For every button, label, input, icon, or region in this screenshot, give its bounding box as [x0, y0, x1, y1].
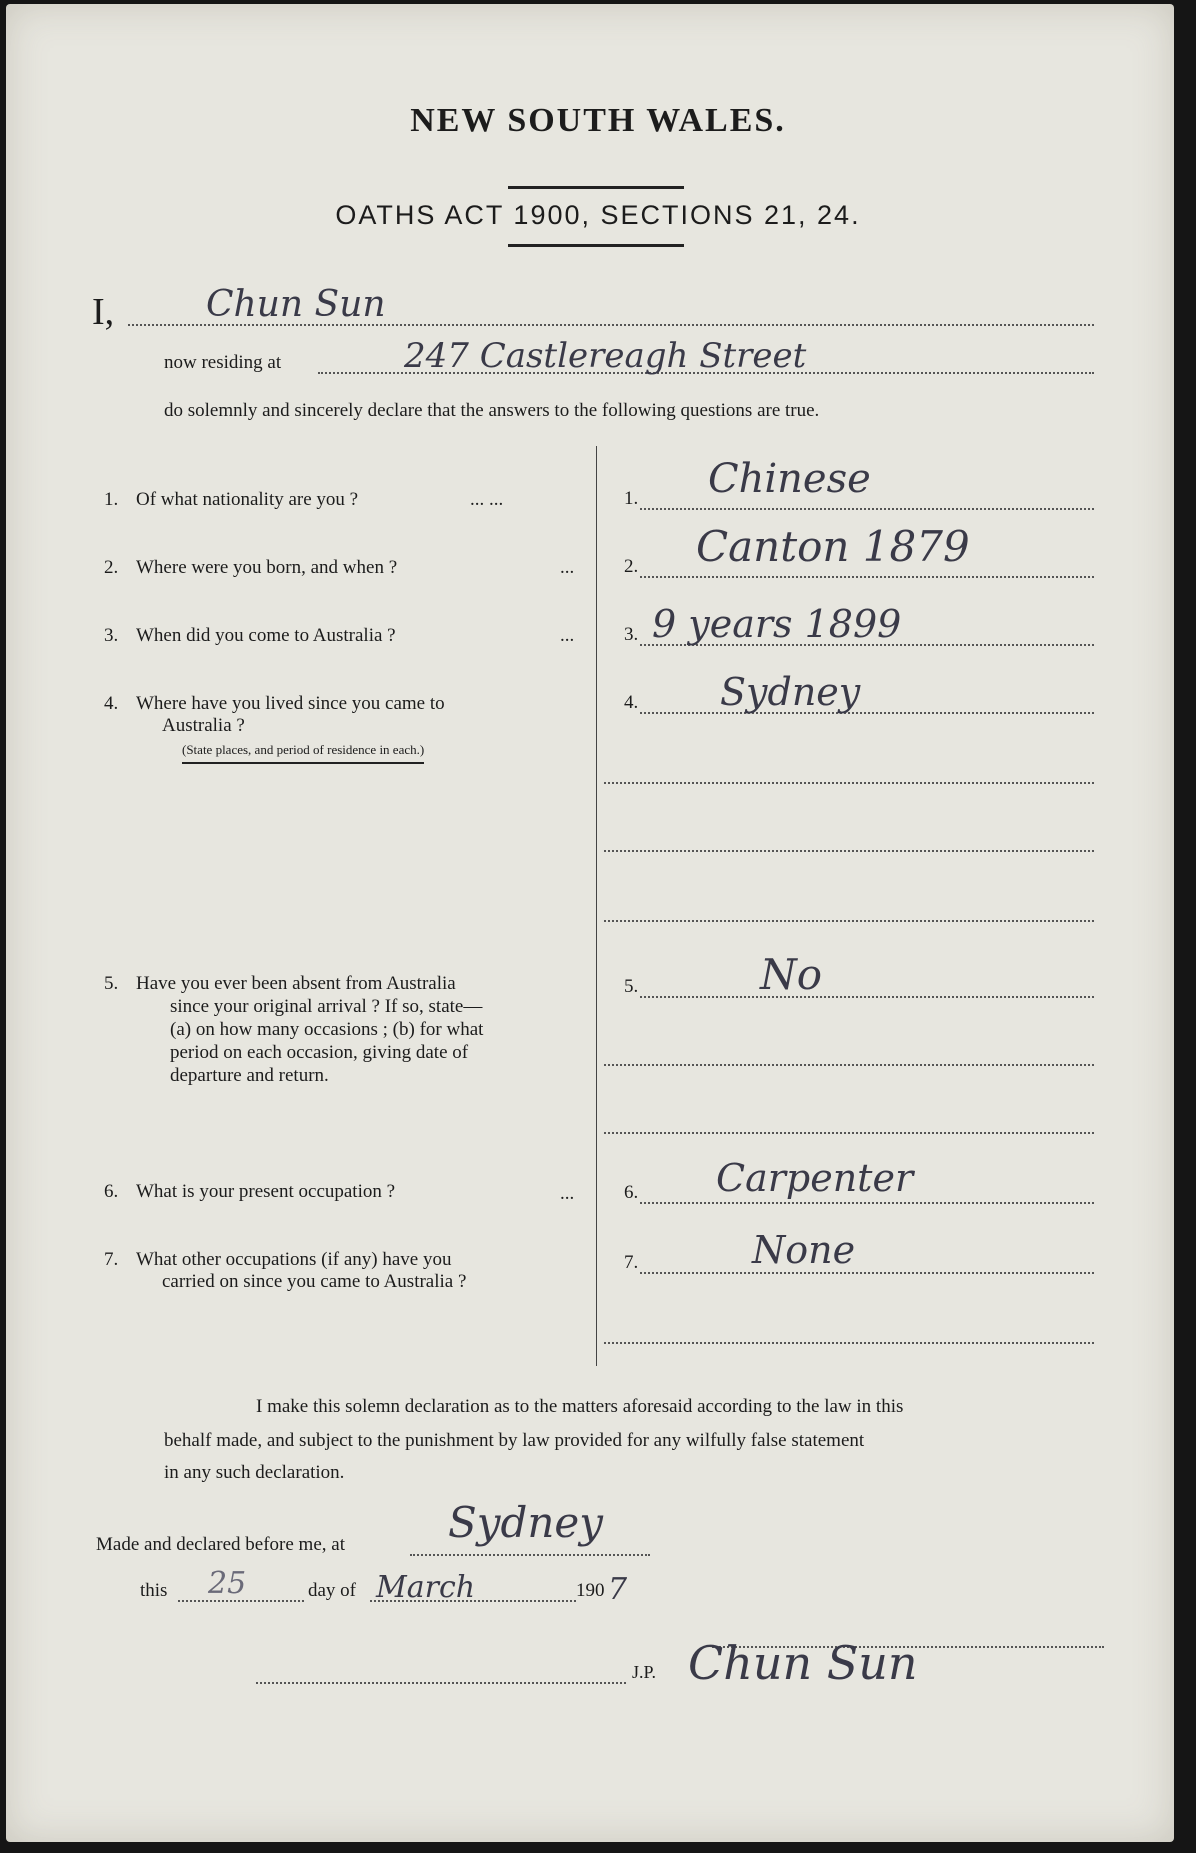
place-line — [410, 1554, 650, 1556]
answer-3-value: 9 years 1899 — [652, 602, 902, 646]
answer-7-value: None — [752, 1228, 856, 1272]
answer-4-extra-line-2 — [604, 850, 1094, 852]
answer-4-value: Sydney — [720, 670, 861, 714]
answer-6-line — [640, 1202, 1094, 1204]
answer-5-number: 5. — [624, 976, 639, 997]
form-subtitle: OATHS ACT 1900, SECTIONS 21, 24. — [335, 200, 861, 230]
declaration-intro: do solemnly and sincerely declare that the answers to the following questions are true. — [164, 400, 820, 421]
question-2-leader: ... — [560, 557, 575, 578]
answer-5-extra-line-1 — [604, 1064, 1094, 1066]
question-6-text: What is your present occupation ? — [136, 1181, 396, 1202]
question-7-text-line2: carried on since you came to Australia ? — [162, 1271, 467, 1292]
declaration-form — [6, 4, 1174, 1842]
question-1-text: Of what nationality are you ? — [136, 489, 359, 510]
answer-4-extra-line-3 — [604, 920, 1094, 922]
answer-2-line — [640, 576, 1094, 578]
question-4-text-line1: Where have you lived since you came to — [136, 693, 445, 714]
residing-label: now residing at — [164, 352, 282, 373]
answer-2-number: 2. — [624, 556, 639, 577]
year-prefix: 190 — [576, 1580, 605, 1601]
question-4-number: 4. — [104, 693, 119, 714]
answer-3-number: 3. — [624, 624, 639, 645]
question-5-line2: since your original arrival ? If so, state— — [170, 996, 483, 1017]
title-rule-top — [508, 186, 684, 189]
question-7-text-line1: What other occupations (if any) have you — [136, 1249, 452, 1270]
answer-1-value: Chinese — [708, 456, 871, 502]
signature: Chun Sun — [688, 1636, 918, 1690]
question-5-line1: Have you ever been absent from Australia — [136, 973, 456, 994]
answer-5-line — [640, 996, 1094, 998]
question-2-text: Where were you born, and when ? — [136, 557, 398, 578]
declarant-prefix: I, — [92, 291, 115, 333]
solemn-line-1: I make this solemn declaration as to the matters aforesaid according to the law in this — [256, 1396, 904, 1417]
question-1-leader: ... ... — [470, 489, 504, 510]
answer-1-line — [640, 508, 1094, 510]
answer-4-extra-line-1 — [604, 782, 1094, 784]
solemn-line-3: in any such declaration. — [164, 1462, 345, 1483]
question-2-number: 2. — [104, 557, 119, 578]
answer-5-value: No — [760, 950, 823, 999]
answer-7-extra-line — [604, 1342, 1094, 1344]
form-title: NEW SOUTH WALES. — [410, 102, 786, 139]
question-6-leader: ... — [560, 1183, 575, 1204]
question-5-line5: departure and return. — [170, 1065, 329, 1086]
answer-6-value: Carpenter — [716, 1156, 914, 1200]
answer-7-number: 7. — [624, 1252, 639, 1273]
question-1-number: 1. — [104, 489, 119, 510]
answer-6-number: 6. — [624, 1182, 639, 1203]
answer-7-line — [640, 1272, 1094, 1274]
declarant-address: 247 Castlereagh Street — [404, 336, 807, 376]
answer-5-extra-line-2 — [604, 1132, 1094, 1134]
question-5-line3: (a) on how many occasions ; (b) for what — [170, 1019, 484, 1040]
year-suffix: 7 — [608, 1572, 628, 1607]
day-of-label: day of — [308, 1580, 357, 1601]
solemn-line-2: behalf made, and subject to the punishment by law provided for any wilfully false statement — [164, 1430, 865, 1451]
jp-label: J.P. — [632, 1662, 657, 1682]
answer-4-line — [640, 712, 1094, 714]
question-5-number: 5. — [104, 973, 119, 994]
answer-4-number: 4. — [624, 692, 639, 713]
jp-line — [256, 1682, 626, 1684]
made-label: Made and declared before me, at — [96, 1534, 345, 1555]
this-label: this — [140, 1580, 168, 1601]
title-rule-bottom — [508, 244, 684, 247]
question-4-note: (State places, and period of residence in each.) — [182, 742, 424, 764]
answer-2-value: Canton 1879 — [696, 522, 970, 571]
declarant-name: Chun Sun — [206, 284, 386, 325]
made-day: 25 — [208, 1566, 247, 1601]
answer-1-number: 1. — [624, 488, 639, 509]
question-3-text: When did you come to Australia ? — [136, 625, 396, 646]
made-place: Sydney — [448, 1498, 604, 1547]
question-7-number: 7. — [104, 1249, 119, 1270]
question-3-number: 3. — [104, 625, 119, 646]
question-3-leader: ... — [560, 625, 575, 646]
column-divider — [596, 446, 597, 1366]
question-6-number: 6. — [104, 1181, 119, 1202]
question-4-text-line2: Australia ? — [162, 715, 245, 736]
made-month: March — [376, 1570, 476, 1605]
question-5-line4: period on each occasion, giving date of — [170, 1042, 469, 1063]
